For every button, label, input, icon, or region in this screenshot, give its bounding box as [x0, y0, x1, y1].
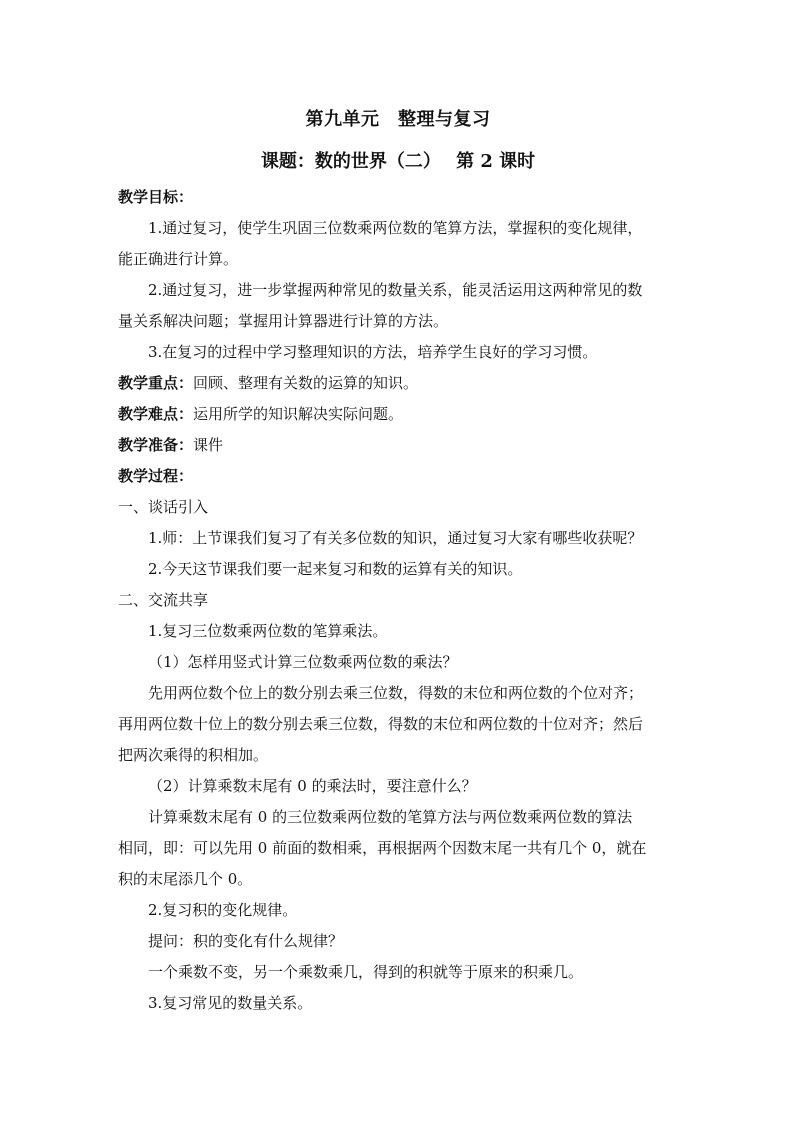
section-1-paragraph-2: 2.今天这节课我们要一起来复习和数的运算有关的知识。: [148, 560, 523, 578]
goal-1-line-2: 能正确进行计算。: [118, 250, 239, 268]
document-page: [118, 104, 678, 1019]
teaching-difficulty: [118, 399, 678, 430]
focus-text: 回顾、整理有关数的运算的知识。: [193, 374, 419, 392]
section-2-item-2: 2.复习积的变化规律。: [148, 901, 298, 919]
goal-3: 3.在复习的过程中学习整理知识的方法，培养学生良好的学习习惯。: [148, 343, 598, 361]
section-2-question-2: （2）计算乘数末尾有 0 的乘法时，要注意什么？: [148, 777, 477, 795]
section-2-answer-1-line-2: 再用两位数十位上的数分别去乘三位数，得数的末位和两位数的十位对齐；然后: [118, 715, 644, 733]
section-1-title: 一、谈话引入: [118, 498, 209, 516]
prep-text: 课件: [193, 436, 224, 454]
section-2-question-1: （1）怎样用竖式计算三位数乘两位数的乘法？: [148, 653, 458, 671]
difficulty-label: 教学难点：: [118, 405, 194, 423]
teaching-focus: [118, 368, 678, 399]
process-heading: 教学过程：: [118, 467, 194, 485]
section-2-item-1: 1.复习三位数乘两位数的笔算乘法。: [148, 622, 388, 640]
section-2-answer-1-line-1: 先用两位数个位上的数分别去乘三位数，得数的末位和两位数的个位对齐；: [148, 684, 644, 702]
section-2-item-2-question: 提问：积的变化有什么规律？: [148, 932, 344, 950]
section-2-title: 二、交流共享: [118, 591, 209, 609]
teaching-preparation: [118, 430, 678, 461]
section-2-answer-2-line-2: 相同，即：可以先用 0 前面的数相乘，再根据两个因数末尾一共有几个 0，就在: [118, 839, 647, 857]
goal-2-line-1: 2.通过复习，进一步掌握两种常见的数量关系，能灵活运用这两种常见的数: [148, 281, 643, 299]
focus-label: 教学重点：: [118, 374, 194, 392]
section-2-item-3: 3.复习常见的数量关系。: [148, 994, 313, 1012]
section-2-answer-1-line-3: 把两次乘得的积相加。: [118, 746, 269, 764]
goals-heading: 教学目标：: [118, 188, 194, 206]
section-2-answer-2-line-3: 积的末尾添几个 0。: [118, 870, 253, 888]
difficulty-text: 运用所学的知识解决实际问题。: [193, 405, 404, 423]
prep-label: 教学准备：: [118, 436, 194, 454]
section-2-answer-2-line-1: 计算乘数末尾有 0 的三位数乘两位数的笔算方法与两位数乘两位数的算法: [148, 808, 633, 826]
goal-2-line-2: 量关系解决问题；掌握用计算器进行计算的方法。: [118, 312, 449, 330]
section-2-item-2-answer: 一个乘数不变，另一个乘数乘几，得到的积就等于原来的积乘几。: [148, 963, 584, 981]
lesson-subtitle: 课题：数的世界（二） 第 2 课时: [260, 151, 536, 172]
section-1-paragraph-1: 1.师：上节课我们复习了有关多位数的知识，通过复习大家有哪些收获呢？: [148, 529, 643, 547]
goal-1-line-1: 1.通过复习，使学生巩固三位数乘两位数的笔算方法，掌握积的变化规律，: [148, 219, 643, 237]
unit-title: 第九单元 整理与复习: [305, 109, 491, 130]
